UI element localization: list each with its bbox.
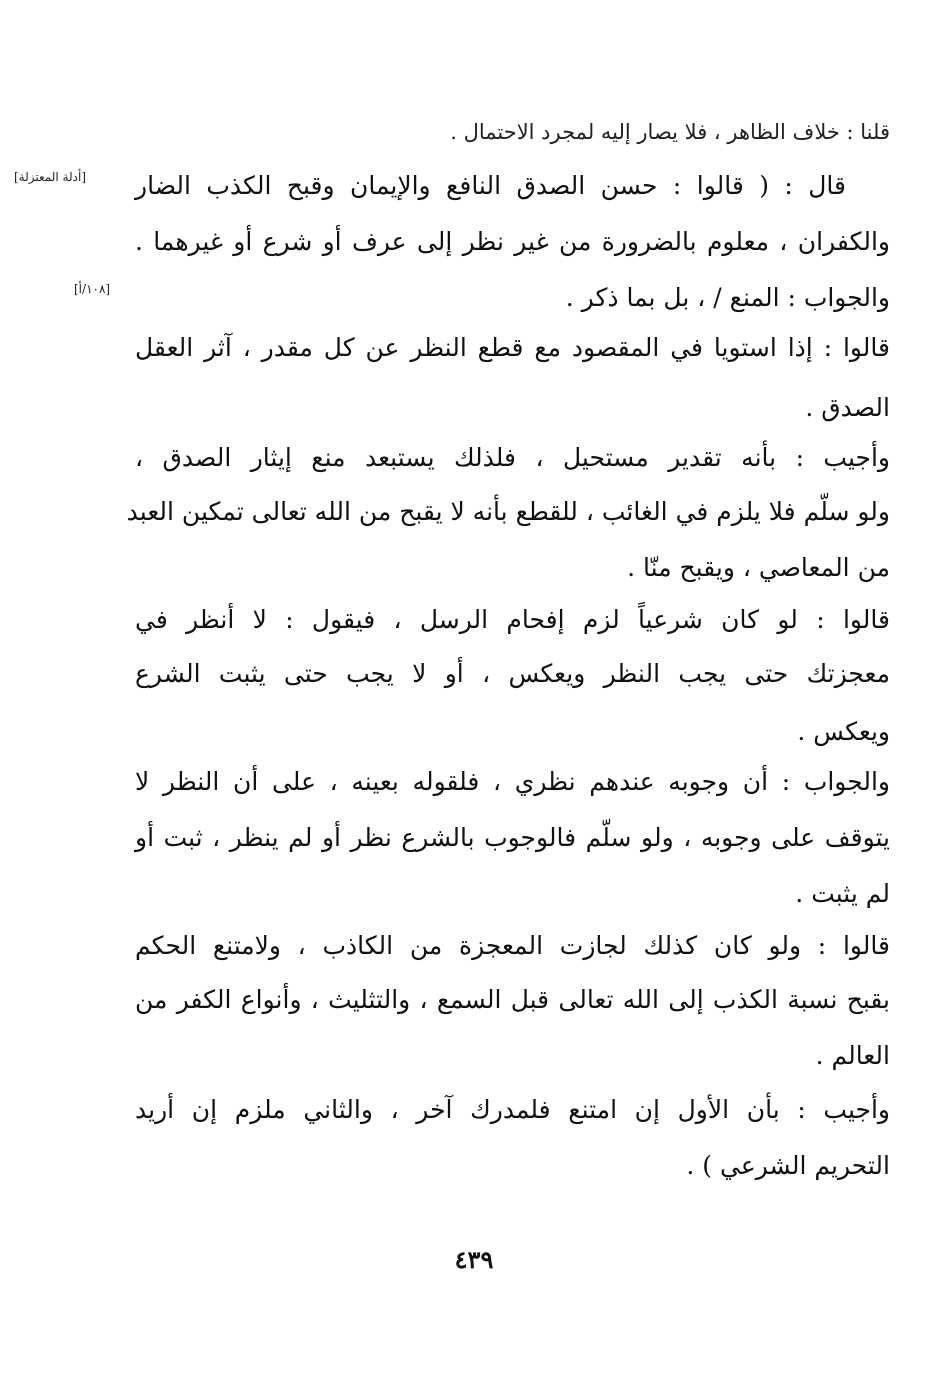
text-line-10: قالوا : لو كان شرعياً لزم إفحام الرسل ، فيقول : لا أنظر في bbox=[135, 605, 890, 634]
margin-note-folio: [١٠٨/أ] bbox=[74, 282, 111, 296]
text-line-18: العالم . bbox=[815, 1041, 890, 1070]
text-line-13: والجواب : أن وجوبه عندهم نظري ، فلقوله بعينه ، على أن النظر لا bbox=[135, 767, 890, 796]
text-line-6: الصدق . bbox=[805, 393, 890, 422]
text-line-7: وأجيب : بأنه تقدير مستحيل ، فلذلك يستبعد منع إيثار الصدق ، bbox=[135, 443, 890, 472]
text-line-16: قالوا : ولو كان كذلك لجازت المعجزة من الكاذب ، ولامتنع الحكم bbox=[135, 931, 890, 960]
text-line-3: والكفران ، معلوم بالضرورة من غير نظر إلى عرف أو شرع أو غيرهما . bbox=[135, 227, 890, 256]
text-line-11: معجزتك حتى يجب النظر ويعكس ، أو لا يجب حتى يثبت الشرع bbox=[135, 659, 890, 688]
text-line-17: بقبح نسبة الكذب إلى الله تعالى قبل السمع ، والتثليث ، وأنواع الكفر من bbox=[135, 985, 890, 1014]
page-number: ٤٣٩ bbox=[454, 1245, 494, 1274]
text-line-4: والجواب : المنع / ، بل بما ذكر . bbox=[565, 283, 890, 312]
text-line-1: قلنا : خلاف الظاهر ، فلا يصار إليه لمجرد الاحتمال . bbox=[450, 120, 890, 144]
text-line-19: وأجيب : بأن الأول إن امتنع فلمدرك آخر ، والثاني ملزم إن أريد bbox=[135, 1095, 890, 1124]
text-line-9: من المعاصي ، ويقبح منّا . bbox=[627, 553, 890, 582]
text-line-8: ولو سلّم فلا يلزم في الغائب ، للقطع بأنه لا يقبح من الله تعالى تمكين العبد bbox=[126, 497, 890, 526]
text-line-5: قالوا : إذا استويا في المقصود مع قطع النظر عن كل مقدر ، آثر العقل bbox=[135, 333, 890, 362]
margin-note-mutazila: [أدلة المعتزلة] bbox=[14, 170, 86, 184]
text-line-20: التحريم الشرعي ) . bbox=[686, 1151, 890, 1180]
text-line-12: ويعكس . bbox=[797, 717, 890, 746]
text-line-15: لم يثبت . bbox=[795, 879, 890, 908]
text-line-14: يتوقف على وجوبه ، ولو سلّم فالوجوب بالشرع نظر أو لم ينظر ، ثبت أو bbox=[135, 823, 890, 852]
text-line-2: قال : ( قالوا : حسن الصدق النافع والإيمان وقبح الكذب الضار bbox=[135, 171, 846, 200]
